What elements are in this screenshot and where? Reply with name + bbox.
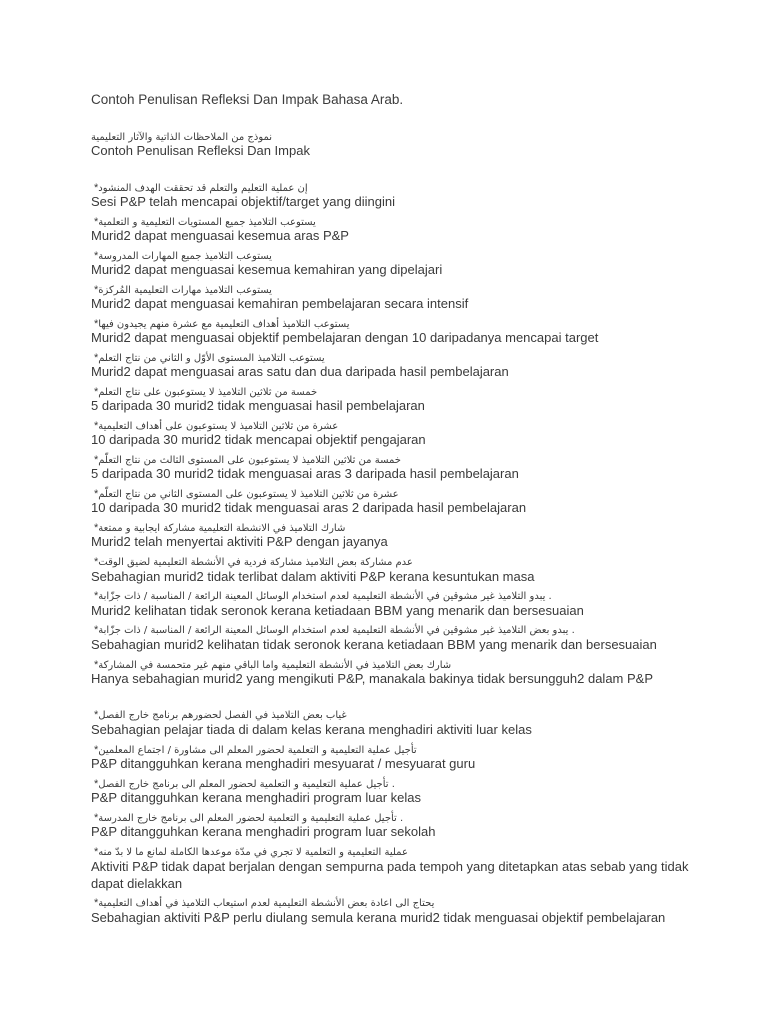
document-title: Contoh Penulisan Refleksi Dan Impak Bahasa Arab. xyxy=(91,92,404,107)
arabic-text: عشرة من ثلاثين التلاميذ لا يستوعبون على أهداف التعليمية xyxy=(98,421,339,432)
arabic-text: يحتاج الى اعادة بعض الأنشطة التعليمية لعدم استيعاب التلاميذ في أهداف التعليمية xyxy=(98,898,435,909)
arabic-text: يستوعب التلاميذ أهداف التعليمية مع عشرة منهم يجيدون فيها xyxy=(98,319,350,330)
malay-line: Sesi P&P telah mencapai objektif/target yang diingini xyxy=(91,194,396,209)
malay-line: Sebahagian murid2 kelihatan tidak seronok kerana ketiadaan BBM yang menarik dan bersesuaian xyxy=(91,637,657,652)
arabic-text: عملية التعليمية و التعلمية لا تجري في مدّة موعدها الكاملة لمانع ما لا بدّ منه xyxy=(98,847,408,858)
arabic-text: يستوعب التلاميذ مهارات التعليمية المُركزة xyxy=(98,285,272,296)
malay-line: Sebahagian pelajar tiada di dalam kelas kerana menghadiri aktiviti luar kelas xyxy=(91,722,532,737)
arabic-text: . يبدو بعض التلاميذ غير مشوقين في الأنشطة التعليمية لعدم استخدام الوسائل المعينة الرائعة / المناسبة / ذات جزّابة xyxy=(98,625,575,636)
malay-line: Murid2 dapat menguasai kesemua aras P&P xyxy=(91,228,349,243)
arabic-text: خمسة من ثلاثين التلاميذ لا يستوعبون على المستوى الثالث من نتاج التعلّم xyxy=(98,455,401,466)
bullet-asterisk: * xyxy=(94,386,99,398)
arabic-text: شارك التلاميذ في الانشطة التعليمية مشاركة ايجابية و ممتعة xyxy=(98,523,346,534)
bullet-asterisk: * xyxy=(94,846,99,858)
bullet-asterisk: * xyxy=(94,284,99,296)
bullet-asterisk: * xyxy=(94,352,99,364)
arabic-text: عدم مشاركة بعض التلاميذ مشاركة فردية في الأنشطة التعليمية لضيق الوقت xyxy=(98,557,413,568)
malay-line: P&P ditangguhkan kerana menghadiri program luar sekolah xyxy=(91,824,436,839)
bullet-asterisk: * xyxy=(94,556,99,568)
bullet-asterisk: * xyxy=(94,454,99,466)
bullet-asterisk: * xyxy=(94,812,99,824)
bullet-asterisk: * xyxy=(94,709,99,721)
malay-line: Murid2 dapat menguasai kemahiran pembelajaran secara intensif xyxy=(91,296,469,311)
bullet-asterisk: * xyxy=(94,744,99,756)
arabic-text: إن عملية التعليم والتعلم قد تحققت الهدف المنشود xyxy=(98,183,308,194)
arabic-text: يستوعب التلاميذ المستوى الأوّل و الثاني من نتاج التعلم xyxy=(98,353,325,364)
bullet-asterisk: * xyxy=(94,778,99,790)
bullet-asterisk: * xyxy=(94,216,99,228)
malay-line: Murid2 dapat menguasai objektif pembelajaran dengan 10 daripadanya mencapai target xyxy=(91,330,599,345)
malay-line: Contoh Penulisan Refleksi Dan Impak xyxy=(91,143,310,158)
malay-line: Murid2 telah menyertai aktiviti P&P dengan jayanya xyxy=(91,534,388,549)
malay-line: 5 daripada 30 murid2 tidak menguasai aras 3 daripada hasil pembelajaran xyxy=(91,466,519,481)
bullet-asterisk: * xyxy=(94,624,99,636)
arabic-text: . تأجيل عملية التعليمية و التعلمية لحضور المعلم الى برنامج خارج الفصل xyxy=(98,779,395,790)
arabic-text: تأجيل عملية التعليمية و التعلمية لحضور المعلم الى مشاورة / اجتماع المعلمين xyxy=(98,745,417,756)
malay-line: dapat dielakkan xyxy=(91,876,183,891)
arabic-text: غياب بعض التلاميذ في الفصل لحضورهم برنامج خارج الفصل xyxy=(98,710,347,721)
malay-line: Murid2 dapat menguasai kesemua kemahiran yang dipelajari xyxy=(91,262,443,277)
arabic-text: خمسة من ثلاثين التلاميذ لا يستوعبون على نتاج التعلم xyxy=(98,387,318,398)
bullet-asterisk: * xyxy=(94,897,99,909)
bullet-asterisk: * xyxy=(94,250,99,262)
malay-line: Sebahagian murid2 tidak terlibat dalam aktiviti P&P kerana kesuntukan masa xyxy=(91,569,535,584)
malay-line: 10 daripada 30 murid2 tidak menguasai aras 2 daripada hasil pembelajaran xyxy=(91,500,527,515)
malay-line: Murid2 dapat menguasai aras satu dan dua daripada hasil pembelajaran xyxy=(91,364,509,379)
arabic-text: . يبدو التلاميذ غير مشوقين في الأنشطة التعليمية لعدم استخدام الوسائل المعينة الرائعة / المناسبة / ذات جزّابة xyxy=(98,591,552,602)
arabic-line xyxy=(91,842,408,860)
bullet-asterisk: * xyxy=(94,590,99,602)
malay-line: 10 daripada 30 murid2 tidak mencapai objektif pengajaran xyxy=(91,432,426,447)
arabic-line xyxy=(91,552,413,570)
malay-line: Murid2 kelihatan tidak seronok kerana ketiadaan BBM yang menarik dan bersesuaian xyxy=(91,603,584,618)
arabic-text: يستوعب التلاميذ جميع المستويات التعليمية و التعلمية xyxy=(98,217,316,228)
arabic-text: شارك بعض التلاميذ في الأنشطة التعليمية واما الباقي منهم غير متحمسة في المشاركة xyxy=(98,660,452,671)
arabic-text: يستوعب التلاميذ جميع المهارات المدروسة xyxy=(98,251,272,262)
arabic-text: . تأجيل عملية التعليمية و التعلمية لحضور المعلم الى برنامج خارج المدرسة xyxy=(98,813,404,824)
arabic-line xyxy=(91,620,575,638)
malay-line: P&P ditangguhkan kerana menghadiri program luar kelas xyxy=(91,790,422,805)
bullet-asterisk: * xyxy=(94,420,99,432)
arabic-text: نموذج من الملاحظات الذاتية والآثار التعليمية xyxy=(91,132,273,143)
bullet-asterisk: * xyxy=(94,659,99,671)
malay-line: Hanya sebahagian murid2 yang mengikuti P&P, manakala bakinya tidak bersungguh2 dalam P&P xyxy=(91,671,654,686)
arabic-line xyxy=(91,705,347,723)
malay-line: 5 daripada 30 murid2 tidak menguasai hasil pembelajaran xyxy=(91,398,425,413)
bullet-asterisk: * xyxy=(94,182,99,194)
bullet-asterisk: * xyxy=(94,318,99,330)
arabic-line xyxy=(91,893,434,911)
malay-line: P&P ditangguhkan kerana menghadiri mesyuarat / mesyuarat guru xyxy=(91,756,476,771)
bullet-asterisk: * xyxy=(94,488,99,500)
bullet-asterisk: * xyxy=(94,522,99,534)
malay-line: Aktiviti P&P tidak dapat berjalan dengan sempurna pada tempoh yang ditetapkan atas sebab yang tidak xyxy=(91,859,689,874)
arabic-line xyxy=(91,586,552,604)
arabic-text: عشرة من ثلاثين التلاميذ لا يستوعبون على المستوى الثاني من نتاج التعلّم xyxy=(98,489,399,500)
malay-line: Sebahagian aktiviti P&P perlu diulang semula kerana murid2 tidak menguasai objektif pembelajaran xyxy=(91,910,666,925)
